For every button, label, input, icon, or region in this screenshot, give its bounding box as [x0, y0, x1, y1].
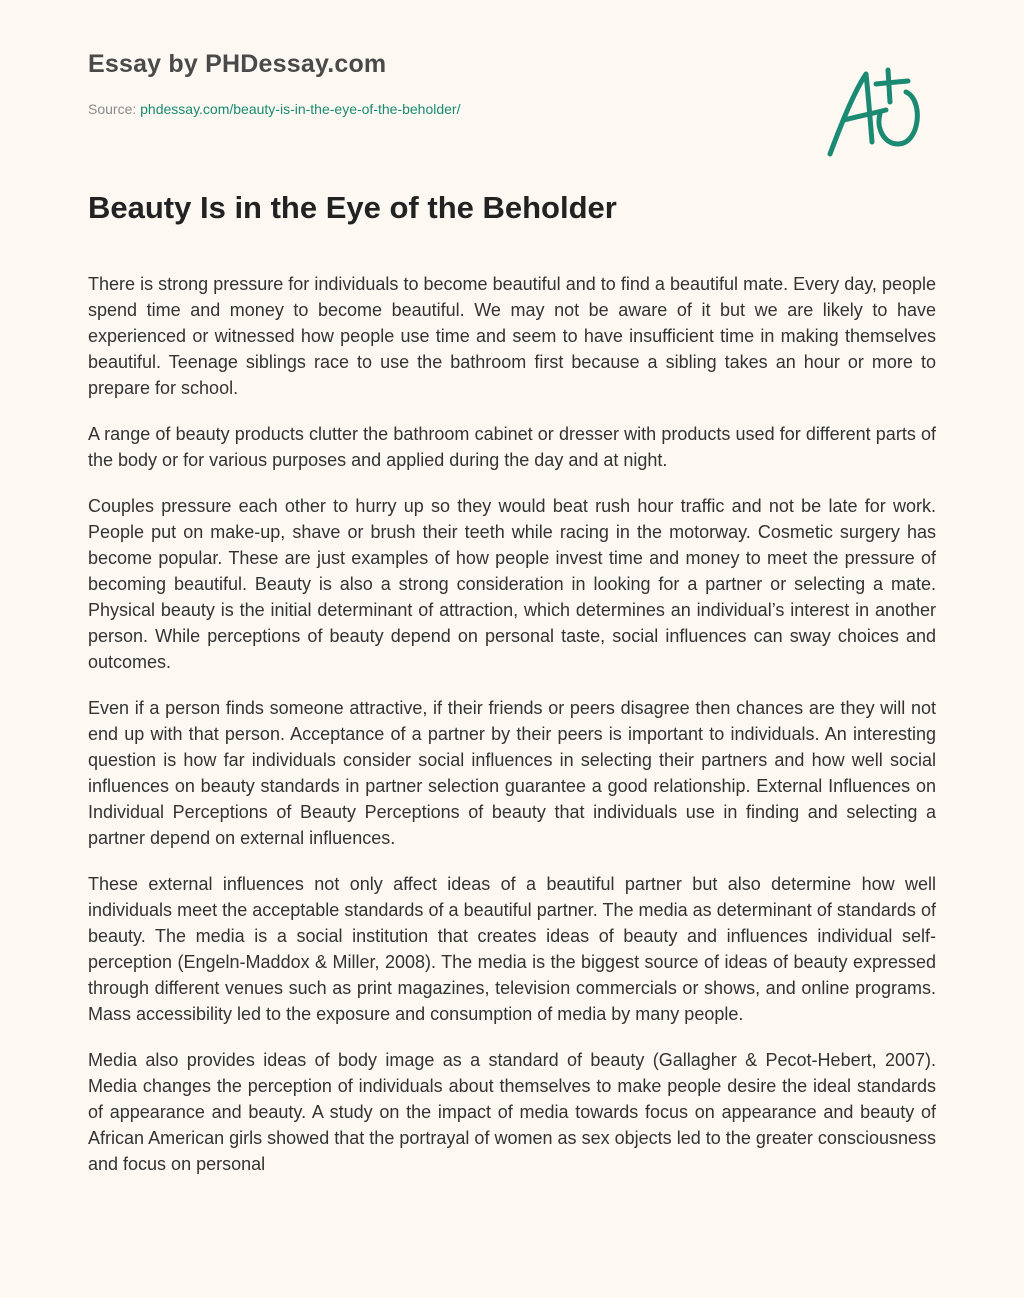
essay-title: Beauty Is in the Eye of the Beholder [88, 190, 617, 225]
essay-paragraph: A range of beauty products clutter the bathroom cabinet or dresser with products used for different parts of the body or for various purposes and applied during the day and at night. [88, 424, 936, 470]
essay-paragraph: Couples pressure each other to hurry up so they would beat rush hour traffic and not be late for work. People put on make-up, shave or brush their teeth while racing in the motorway. Cosmetic surgery has become popular. These are just examples of how people invest time and money to meet the pressure of becoming beautiful. Beauty is also a strong consideration in looking for a partner or selecting a mate. Physical beauty is the initial determinant of attraction, which determines an individual’s interest in another person. While perceptions of beauty depend on personal taste, social influences can sway choices and outcomes. [88, 496, 936, 672]
source-line [88, 101, 461, 117]
site-brand: Essay by PHDessay.com [88, 50, 387, 78]
source-label: Source: [88, 101, 137, 117]
a-plus-grade-icon [820, 62, 930, 162]
essay-paragraph: These external influences not only affect ideas of a beautiful partner but also determine how well individuals meet the acceptable standards of a beautiful partner. The media as determinant of standards of beauty. The media is a social institution that creates ideas of beauty and influences individual self-perception (Engeln-Maddox & Miller, 2008). The media is the biggest source of ideas of beauty expressed through different venues such as print magazines, television commercials or shows, and online programs. Mass accessibility led to the exposure and consumption of media by many people. [88, 874, 936, 1024]
essay-paragraph: Even if a person finds someone attractive, if their friends or peers disagree then chances are they will not end up with that person. Acceptance of a partner by their peers is important to individuals. An interesting question is how far individuals consider social influences in selecting their partners and how well social influences on beauty standards in partner selection guarantee a good relationship. External Influences on Individual Perceptions of Beauty Perceptions of beauty that individuals use in finding and selecting a partner depend on external influences. [88, 698, 936, 848]
source-link[interactable]: phdessay.com/beauty-is-in-the-eye-of-the-beholder/ [140, 101, 461, 117]
essay-body [88, 271, 936, 1298]
essay-paragraph: There is strong pressure for individuals to become beautiful and to find a beautiful mate. Every day, people spend time and money to become beautiful. We may not be aware of it but we are likely to have experienced or witnessed how people use time and seem to have insufficient time in making themselves beautiful. Teenage siblings race to use the bathroom first because a sibling takes an hour or more to prepare for school. [88, 274, 936, 398]
essay-paragraph: Media also provides ideas of body image as a standard of beauty (Gallagher & Pecot-Hebert, 2007). Media changes the perception of individuals about themselves to make people desire the ideal standards of appearance and beauty. A study on the impact of media towards focus on appearance and beauty of African American girls showed that the portrayal of women as sex objects led to the greater consciousness and focus on personal [88, 1050, 936, 1174]
